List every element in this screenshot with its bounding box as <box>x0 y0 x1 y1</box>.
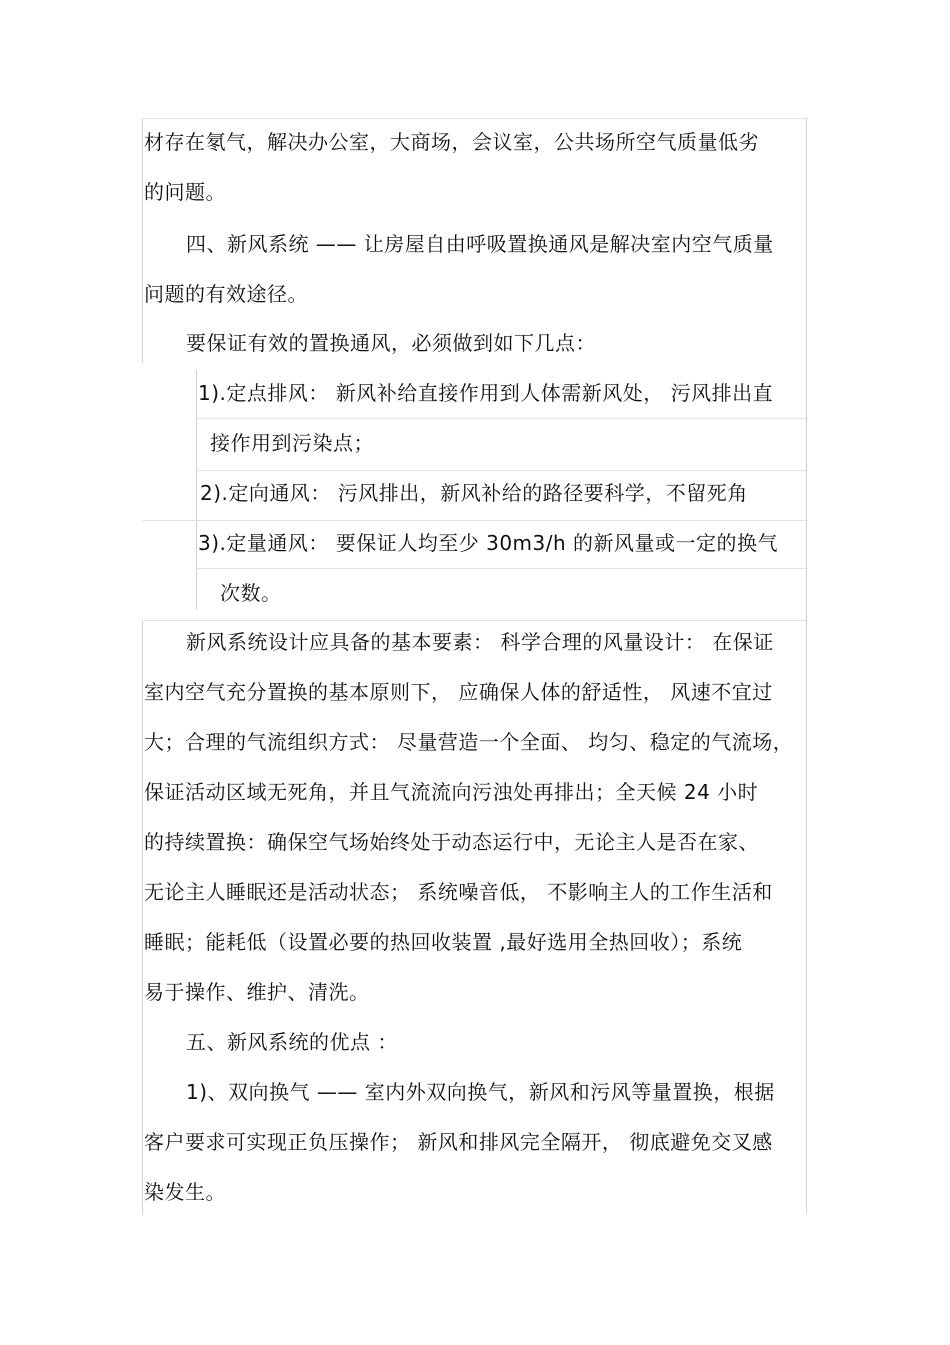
paragraph-line: 要保证有效的置换通风，必须做到如下几点： <box>186 331 596 355</box>
paragraph-line: 大；合理的气流组织方式： 尽量营造一个全面、 均匀、稳定的气流场， <box>144 730 794 754</box>
paragraph-line: 的问题。 <box>144 180 226 204</box>
left-border-top <box>142 118 143 363</box>
paragraph-line: 1)、双向换气 —— 室内外双向换气，新风和污风等量置换，根据 <box>186 1080 775 1104</box>
paragraph-line: 易于操作、维护、清洗。 <box>144 980 370 1004</box>
paragraph-line: 材存在氡气，解决办公室，大商场，会议室，公共场所空气质量低劣 <box>144 130 759 154</box>
right-border <box>806 118 807 1213</box>
left-border-list <box>196 370 197 610</box>
paragraph-line: 室内空气充分置换的基本原则下， 应确保人体的舒适性， 风速不宜过 <box>144 680 773 704</box>
section-rule <box>142 620 806 621</box>
section-heading: 五、新风系统的优点 ： <box>186 1030 398 1054</box>
paragraph-line: 新风系统设计应具备的基本要素： 科学合理的风量设计： 在保证 <box>186 630 774 654</box>
paragraph-line: 睡眠；能耗低（设置必要的热回收装置 ,最好选用全热回收）；系统 <box>144 930 743 954</box>
list-item-continuation: 接作用到污染点； <box>210 431 374 455</box>
list-item: 2).定向通风： 污风排出，新风补给的路径要科学，不留死角 <box>200 481 748 505</box>
paragraph-line: 问题的有效途径。 <box>144 282 308 306</box>
section-heading: 四、新风系统 —— 让房屋自由呼吸置换通风是解决室内空气质量 <box>186 232 774 256</box>
paragraph-line: 的持续置换：确保空气场始终处于动态运行中，无论主人是否在家、 <box>144 830 759 854</box>
paragraph-line: 客户要求可实现正负压操作； 新风和排风完全隔开， 彻底避免交叉感 <box>144 1130 773 1154</box>
list-item: 1).定点排风： 新风补给直接作用到人体需新风处， 污风排出直 <box>198 381 774 405</box>
list-rule-2 <box>196 470 806 471</box>
list-rule-3 <box>142 520 806 521</box>
list-rule-1 <box>196 418 806 419</box>
paragraph-line: 无论主人睡眠还是活动状态； 系统噪音低， 不影响主人的工作生活和 <box>144 880 773 904</box>
top-rule <box>142 118 806 119</box>
list-item: 3).定量通风： 要保证人均至少 30m3/h 的新风量或一定的换气 <box>198 531 779 555</box>
paragraph-line: 染发生。 <box>144 1180 226 1204</box>
list-item-continuation: 次数。 <box>220 581 282 605</box>
left-border-bottom <box>142 620 143 1215</box>
paragraph-line: 保证活动区域无死角，并且气流流向污浊处再排出；全天候 24 小时 <box>144 780 759 804</box>
list-rule-4 <box>196 568 806 569</box>
